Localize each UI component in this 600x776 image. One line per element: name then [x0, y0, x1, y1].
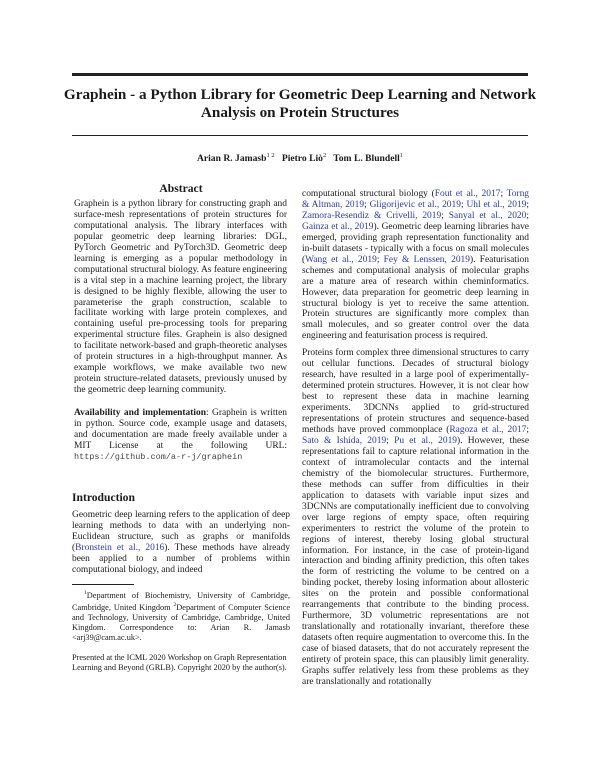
citation-link[interactable]: Pu et al., 2019: [394, 435, 458, 446]
body-text: ). These methods have already been applied to a number of problems within computational biology, and indeed: [72, 542, 290, 575]
citation-link[interactable]: Fey & Lenssen, 2019: [383, 254, 470, 265]
citation-link[interactable]: Sanyal et al., 2020: [448, 210, 527, 221]
left-column: [72, 184, 290, 674]
body-paragraph: [302, 348, 529, 688]
body-text: ;: [364, 199, 370, 210]
title-rule: [72, 135, 528, 136]
footnote-text: Department of Biochemistry, University of Cambridge, Cambridge, United Kingdom: [72, 590, 290, 613]
body-text: ;: [500, 189, 507, 199]
body-text: Geometric deep learning refers to the application of deep learning methods to data with an underlying non-Euclidean structure, such as graphs or manifolds (: [72, 509, 290, 553]
author-list: [60, 152, 540, 164]
citation-link[interactable]: Gainza et al., 2019: [302, 221, 374, 232]
paper-title: Graphein - a Python Library for Geometric Deep Learning and Network Analysis on Protein Structures: [63, 86, 537, 121]
citation-link[interactable]: Zamora-Resendiz & Crivelli, 2019: [302, 210, 442, 221]
author-name: Arian R. Jamasb: [196, 153, 267, 165]
body-paragraph: [302, 189, 529, 342]
footnote-rule: [72, 584, 134, 585]
footnote-text-2: Department of Computer Science and Technology, University of Cambridge, Cambridge, United Kingdom. Correspondence to: Arian R. Jamasb <arj39@cam.ac.uk>.: [72, 603, 290, 643]
body-text: ;: [526, 199, 529, 210]
citation-link[interactable]: Sato & Ishida, 2019: [302, 435, 387, 446]
citation-link[interactable]: Bronstein et al., 2016: [75, 542, 165, 553]
introduction-heading: Introduction: [72, 490, 135, 504]
body-text: ;: [460, 199, 467, 210]
body-text: ;: [526, 210, 529, 221]
body-text: ;: [441, 210, 449, 221]
presented-note: Presented at the ICML 2020 Workshop on Graph Representation Learning and Beyond (GRLB). Copyright 2020 by the author(s).: [72, 653, 287, 673]
author-affiliation: 1: [399, 152, 404, 159]
right-column: [302, 189, 529, 688]
author-affiliation: 2: [322, 152, 327, 159]
body-text: ;: [386, 435, 395, 446]
intro-paragraph: [72, 510, 290, 576]
body-text: ). However, these representations fail to capture relational information in the context of intramolecular contacts and the internal chemistry of the biomolecular structures. Furthermore, these methods can suffer from difficulties in their application to datasets with variable input sizes and 3DCNNs are computationally inefficient due to convolving over large regions of empty space, often requiring experimenters to restrict the volume of the protein to regions of interest, thereby losing global structural information. For instance, in the case of protein-ligand interaction and binding affinity prediction, this often takes the form of restricting the volume to be centred on a binding pocket, thereby losing information about allosteric sites on the protein and possible conformational rearrangements that contribute to the binding process. Furthermore, 3D volumetric representations are not translationally and rotationally invariant, therefore these datasets often require augmentation to overcome this. In the case of biased datasets, that do not accurately represent the entirety of protein space, this can plausibly limit generality. Graphs suffer relatively less from these problems as they are translationally and rotationally: [302, 435, 530, 687]
body-text: Proteins form complex three dimensional structures to carry out cellular functions. Decades of structural biology research, have resulted in a large pool of experimentally-determined protein structures. However, it is not clear how best to represent these data in machine learning experiments. 3DCNNs applied to grid-structured representations of protein structures and sequence-based methods have proved commonplace (: [302, 348, 529, 436]
abstract-text: Graphein is a python library for constructing graph and surface-mesh representations of protein structures for computational analysis. The library interfaces with popular geometric deep learning libraries: DGL, PyTorch Geometric and PyTorch3D. Geometric deep learning is emerging as a popular methodology in computational structural biology. As feature engineering is a vital step in a machine learning project, the library is designed to be highly flexible, allowing the user to parameterise the graph construction, scalable to facilitate working with large protein complexes, and containing useful pre-processing tools for preparing experimental structure files. Graphein is also designed to facilitate network-based and graph-theoretic analyses of protein structures in a high-throughput manner. As example workflows, we make available two new protein structure-related datasets, previously unused by the geometric deep learning community.: [74, 198, 287, 396]
availability-label: Availability and implementation: [74, 408, 206, 419]
footnote-affiliations: $^1$Department of Biochemistry, University of Cambridge, Cambridge, United Kingdom $^2$Department of Computer Science and Technology, University of Cambridge, Cambridge, United Kingdom. Correspondence to: Arian R. Jamasb <arj39@cam.ac.uk>.: [72, 589, 290, 643]
citation-link[interactable]: Fout et al., 2017: [434, 189, 501, 199]
citation-link[interactable]: Wang et al., 2019: [305, 254, 377, 265]
citation-link[interactable]: Gligorijevic et al., 2019: [369, 199, 461, 210]
author-name: Pietro Liò: [281, 153, 323, 165]
body-text: ). Featurisation schemes and computational analysis of molecular graphs are a mature area of research within cheminformatics. However, data preparation for geometric deep learning in structural biology is yet to receive the same attention. Protein structures are significantly more complex than small molecules, and so greater control over the data engineering and featurisation process is required.: [302, 254, 529, 342]
citation-link[interactable]: Uhl et al., 2019: [466, 199, 527, 210]
body-text: ;: [376, 254, 384, 265]
author-affiliation: 1 2: [266, 152, 275, 159]
citation-link[interactable]: Ragoza et al., 2017: [449, 425, 527, 436]
github-url[interactable]: https://github.com/a-r-j/graphein: [74, 451, 243, 462]
availability-text: : Graphein is written in python. Source code, example usage and datasets, and documentation are made freely available under a MIT License at the following URL:: [74, 408, 287, 451]
top-rule: [72, 73, 528, 76]
body-text: ). Geometric deep learning libraries have emerged, providing graph representation functionality and in-built datasets - typically with a focus on small molecules (: [302, 221, 529, 265]
citation-link[interactable]: Torng & Altman, 2019: [302, 189, 530, 210]
author-name: Tom L. Blundell: [333, 153, 400, 165]
availability-paragraph: [74, 408, 287, 463]
body-text: ;: [526, 425, 529, 436]
body-text: computational structural biology (: [302, 189, 435, 199]
abstract-heading: Abstract: [159, 182, 203, 195]
